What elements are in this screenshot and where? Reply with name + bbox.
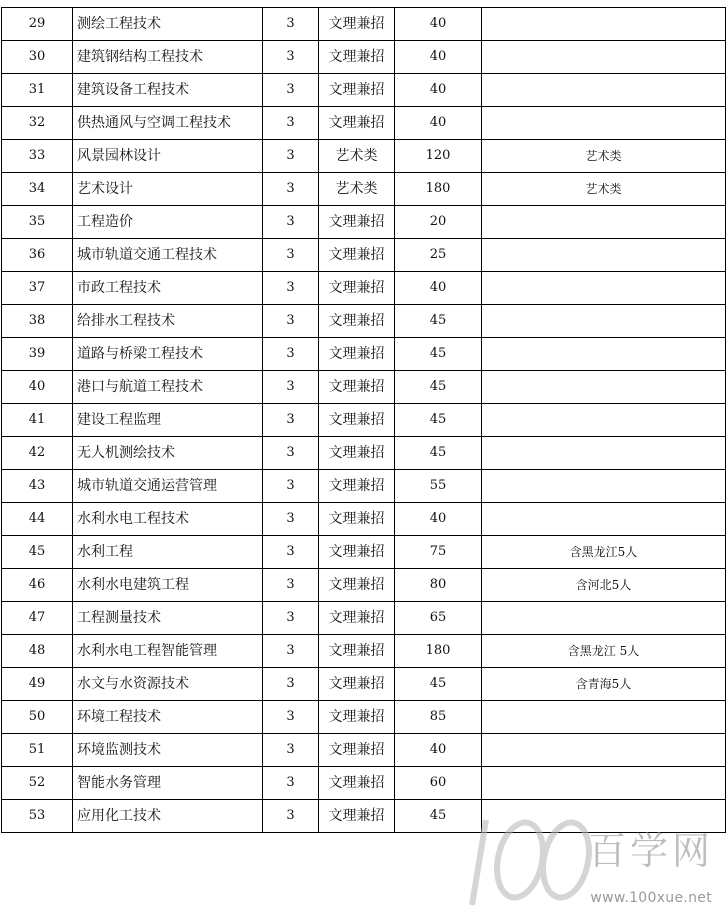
cell-years: 3 <box>263 371 319 404</box>
cell-note <box>482 800 726 833</box>
cell-note <box>482 371 726 404</box>
cell-major-name: 应用化工技术 <box>73 800 263 833</box>
cell-major-name: 水利水电建筑工程 <box>73 569 263 602</box>
cell-years: 3 <box>263 470 319 503</box>
cell-number: 44 <box>2 503 73 536</box>
cell-years: 3 <box>263 602 319 635</box>
cell-plan-count: 65 <box>395 602 482 635</box>
table-row <box>2 8 726 41</box>
cell-years: 3 <box>263 701 319 734</box>
cell-years: 3 <box>263 206 319 239</box>
cell-plan-count: 40 <box>395 272 482 305</box>
cell-plan-count: 40 <box>395 8 482 41</box>
cell-note: 艺术类 <box>482 173 726 206</box>
cell-category: 文理兼招 <box>319 272 395 305</box>
table-row <box>2 239 726 272</box>
cell-number: 41 <box>2 404 73 437</box>
cell-years: 3 <box>263 404 319 437</box>
table-row <box>2 734 726 767</box>
cell-plan-count: 40 <box>395 503 482 536</box>
table-row <box>2 206 726 239</box>
cell-years: 3 <box>263 437 319 470</box>
enrollment-table <box>1 7 726 833</box>
cell-years: 3 <box>263 107 319 140</box>
table-row <box>2 569 726 602</box>
cell-plan-count: 45 <box>395 437 482 470</box>
cell-years: 3 <box>263 734 319 767</box>
table-row <box>2 41 726 74</box>
cell-note <box>482 8 726 41</box>
cell-category: 文理兼招 <box>319 41 395 74</box>
cell-note <box>482 305 726 338</box>
cell-major-name: 环境监测技术 <box>73 734 263 767</box>
cell-number: 31 <box>2 74 73 107</box>
cell-number: 42 <box>2 437 73 470</box>
cell-years: 3 <box>263 74 319 107</box>
cell-plan-count: 55 <box>395 470 482 503</box>
table-row <box>2 668 726 701</box>
cell-number: 50 <box>2 701 73 734</box>
cell-number: 49 <box>2 668 73 701</box>
cell-note <box>482 239 726 272</box>
cell-number: 29 <box>2 8 73 41</box>
table-row <box>2 74 726 107</box>
cell-years: 3 <box>263 536 319 569</box>
cell-plan-count: 40 <box>395 734 482 767</box>
cell-plan-count: 75 <box>395 536 482 569</box>
cell-note <box>482 470 726 503</box>
cell-category: 文理兼招 <box>319 107 395 140</box>
table-row <box>2 503 726 536</box>
cell-category: 文理兼招 <box>319 338 395 371</box>
cell-major-name: 工程测量技术 <box>73 602 263 635</box>
cell-number: 37 <box>2 272 73 305</box>
cell-major-name: 市政工程技术 <box>73 272 263 305</box>
watermark-url: www.100xue.net <box>590 890 712 906</box>
cell-years: 3 <box>263 305 319 338</box>
cell-number: 48 <box>2 635 73 668</box>
cell-note: 含青海5人 <box>482 668 726 701</box>
cell-years: 3 <box>263 239 319 272</box>
cell-number: 40 <box>2 371 73 404</box>
cell-major-name: 艺术设计 <box>73 173 263 206</box>
cell-plan-count: 45 <box>395 305 482 338</box>
cell-number: 36 <box>2 239 73 272</box>
cell-plan-count: 180 <box>395 173 482 206</box>
cell-plan-count: 45 <box>395 404 482 437</box>
cell-note: 含河北5人 <box>482 569 726 602</box>
cell-category: 文理兼招 <box>319 800 395 833</box>
cell-category: 文理兼招 <box>319 668 395 701</box>
cell-number: 46 <box>2 569 73 602</box>
cell-number: 34 <box>2 173 73 206</box>
cell-note <box>482 734 726 767</box>
cell-plan-count: 80 <box>395 569 482 602</box>
cell-plan-count: 25 <box>395 239 482 272</box>
cell-plan-count: 120 <box>395 140 482 173</box>
cell-plan-count: 40 <box>395 41 482 74</box>
cell-years: 3 <box>263 569 319 602</box>
table-row <box>2 767 726 800</box>
cell-number: 43 <box>2 470 73 503</box>
cell-note <box>482 437 726 470</box>
cell-years: 3 <box>263 503 319 536</box>
cell-number: 47 <box>2 602 73 635</box>
table-row <box>2 173 726 206</box>
cell-note <box>482 107 726 140</box>
cell-years: 3 <box>263 635 319 668</box>
cell-category: 文理兼招 <box>319 701 395 734</box>
cell-plan-count: 45 <box>395 338 482 371</box>
cell-category: 文理兼招 <box>319 74 395 107</box>
cell-major-name: 给排水工程技术 <box>73 305 263 338</box>
cell-major-name: 工程造价 <box>73 206 263 239</box>
cell-category: 文理兼招 <box>319 206 395 239</box>
cell-number: 38 <box>2 305 73 338</box>
table-row <box>2 701 726 734</box>
cell-category: 文理兼招 <box>319 239 395 272</box>
cell-category: 文理兼招 <box>319 734 395 767</box>
table-row <box>2 404 726 437</box>
table-row <box>2 437 726 470</box>
cell-major-name: 测绘工程技术 <box>73 8 263 41</box>
cell-category: 文理兼招 <box>319 470 395 503</box>
cell-major-name: 无人机测绘技术 <box>73 437 263 470</box>
cell-years: 3 <box>263 800 319 833</box>
cell-note: 含黑龙江5人 <box>482 536 726 569</box>
cell-major-name: 城市轨道交通工程技术 <box>73 239 263 272</box>
cell-years: 3 <box>263 338 319 371</box>
table-row <box>2 635 726 668</box>
cell-number: 52 <box>2 767 73 800</box>
cell-category: 文理兼招 <box>319 437 395 470</box>
cell-major-name: 建筑设备工程技术 <box>73 74 263 107</box>
cell-category: 文理兼招 <box>319 767 395 800</box>
cell-note <box>482 503 726 536</box>
cell-category: 文理兼招 <box>319 404 395 437</box>
cell-years: 3 <box>263 41 319 74</box>
cell-number: 53 <box>2 800 73 833</box>
table-row <box>2 602 726 635</box>
cell-number: 30 <box>2 41 73 74</box>
cell-major-name: 建筑钢结构工程技术 <box>73 41 263 74</box>
cell-category: 艺术类 <box>319 173 395 206</box>
cell-number: 32 <box>2 107 73 140</box>
cell-number: 51 <box>2 734 73 767</box>
table-body <box>2 8 726 833</box>
table-row <box>2 338 726 371</box>
cell-number: 35 <box>2 206 73 239</box>
cell-note <box>482 404 726 437</box>
cell-major-name: 道路与桥梁工程技术 <box>73 338 263 371</box>
table-row <box>2 470 726 503</box>
cell-years: 3 <box>263 668 319 701</box>
cell-plan-count: 45 <box>395 800 482 833</box>
cell-category: 文理兼招 <box>319 569 395 602</box>
cell-category: 文理兼招 <box>319 536 395 569</box>
cell-plan-count: 40 <box>395 107 482 140</box>
cell-plan-count: 45 <box>395 668 482 701</box>
cell-major-name: 水文与水资源技术 <box>73 668 263 701</box>
cell-years: 3 <box>263 272 319 305</box>
table-row <box>2 536 726 569</box>
cell-note <box>482 272 726 305</box>
cell-plan-count: 85 <box>395 701 482 734</box>
cell-plan-count: 40 <box>395 74 482 107</box>
cell-category: 文理兼招 <box>319 305 395 338</box>
cell-major-name: 建设工程监理 <box>73 404 263 437</box>
cell-note <box>482 206 726 239</box>
table-row <box>2 107 726 140</box>
cell-major-name: 环境工程技术 <box>73 701 263 734</box>
cell-note <box>482 338 726 371</box>
cell-major-name: 水利水电工程技术 <box>73 503 263 536</box>
cell-years: 3 <box>263 8 319 41</box>
cell-major-name: 水利工程 <box>73 536 263 569</box>
cell-note: 艺术类 <box>482 140 726 173</box>
cell-number: 33 <box>2 140 73 173</box>
cell-major-name: 智能水务管理 <box>73 767 263 800</box>
cell-number: 39 <box>2 338 73 371</box>
cell-category: 文理兼招 <box>319 503 395 536</box>
cell-category: 文理兼招 <box>319 602 395 635</box>
cell-note: 含黑龙江 5人 <box>482 635 726 668</box>
cell-category: 艺术类 <box>319 140 395 173</box>
cell-note <box>482 701 726 734</box>
cell-note <box>482 767 726 800</box>
cell-number: 45 <box>2 536 73 569</box>
cell-plan-count: 45 <box>395 371 482 404</box>
cell-plan-count: 60 <box>395 767 482 800</box>
cell-note <box>482 41 726 74</box>
cell-major-name: 风景园林设计 <box>73 140 263 173</box>
table-row <box>2 305 726 338</box>
cell-category: 文理兼招 <box>319 635 395 668</box>
cell-years: 3 <box>263 140 319 173</box>
table-row <box>2 371 726 404</box>
cell-plan-count: 180 <box>395 635 482 668</box>
cell-category: 文理兼招 <box>319 371 395 404</box>
cell-category: 文理兼招 <box>319 8 395 41</box>
table-row <box>2 272 726 305</box>
table-row <box>2 140 726 173</box>
table-row <box>2 800 726 833</box>
cell-note <box>482 74 726 107</box>
cell-years: 3 <box>263 173 319 206</box>
watermark-brand: 百学网 <box>588 829 715 873</box>
cell-plan-count: 20 <box>395 206 482 239</box>
cell-major-name: 供热通风与空调工程技术 <box>73 107 263 140</box>
cell-major-name: 港口与航道工程技术 <box>73 371 263 404</box>
cell-years: 3 <box>263 767 319 800</box>
cell-note <box>482 602 726 635</box>
cell-major-name: 水利水电工程智能管理 <box>73 635 263 668</box>
cell-major-name: 城市轨道交通运营管理 <box>73 470 263 503</box>
